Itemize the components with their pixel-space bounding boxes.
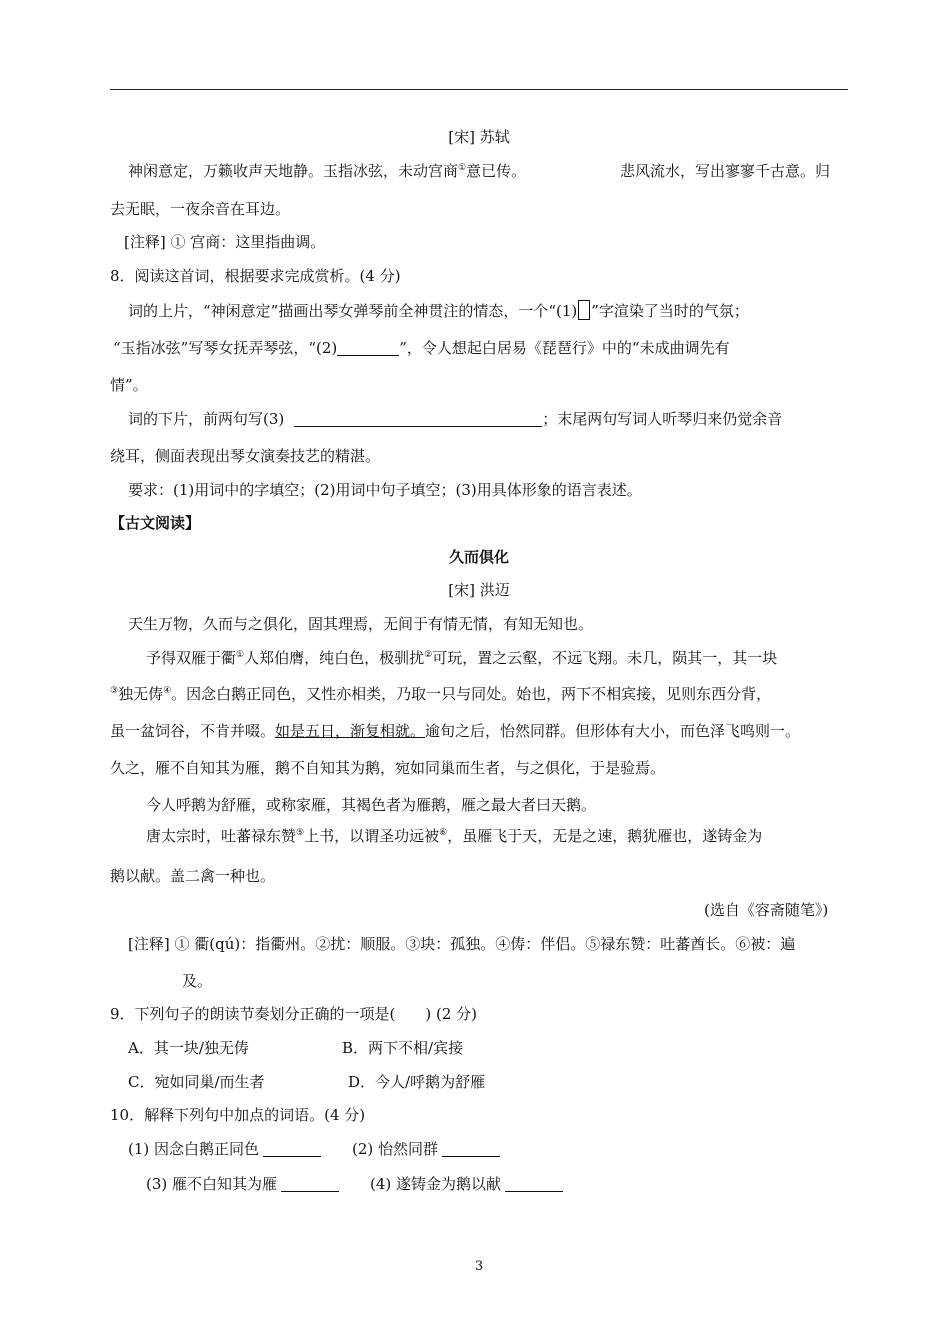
poem-line-1: 神闲意定，万籁收声天地静。玉指冰弦，未动宫商①意已传。 bbox=[128, 162, 527, 180]
underlined-sentence: 如是五日，渐复相就。 bbox=[275, 722, 426, 740]
q8-para-5: 绕耳，侧面表现出琴女演奏技艺的精湛。 bbox=[110, 447, 381, 465]
answer-box-1[interactable] bbox=[578, 300, 590, 320]
page-number: 3 bbox=[474, 1259, 484, 1274]
q8-stem: 8．阅读这首词，根据要求完成赏析。(4 分) bbox=[110, 267, 401, 285]
q9-option-a[interactable]: A．其一块/独无俦 bbox=[128, 1039, 249, 1057]
q10-item-2: (2) 怡然同群 bbox=[352, 1139, 500, 1159]
q10-stem: 10．解释下列句中加点的词语。(4 分) bbox=[110, 1106, 366, 1124]
q9-option-d[interactable]: D．今人/呼鹅为舒雁 bbox=[348, 1073, 486, 1091]
q9-stem: 9．下列句子的朗读节奏划分正确的一项是( ) (2 分) bbox=[110, 1005, 478, 1023]
answer-blank-2[interactable] bbox=[337, 339, 399, 356]
q9-option-c[interactable]: C．宛如同巢/而生者 bbox=[128, 1073, 265, 1091]
q9-option-b[interactable]: B．两下不相/宾接 bbox=[342, 1039, 464, 1057]
passage-source: (选自《容斋随笔》) bbox=[704, 901, 829, 919]
passage-para-2-cont: ③独无俦④。因念白鹅正同色，又性亦相类，乃取一只与同处。始也，两下不相宾接，见则东西分背， bbox=[110, 685, 772, 703]
q10-blank-2[interactable] bbox=[442, 1140, 500, 1157]
q10-blank-1[interactable] bbox=[263, 1140, 321, 1157]
answer-blank-3[interactable] bbox=[294, 410, 542, 427]
poem-line-2: 去无眠，一夜余音在耳边。 bbox=[110, 200, 291, 218]
q10-item-3: (3) 雁不白知其为雁 bbox=[146, 1174, 339, 1194]
article-title: 久而俱化 bbox=[448, 548, 509, 566]
passage-para-1: 天生万物，久而与之俱化，固其理焉，无间于有情无情，有知无知也。 bbox=[128, 615, 594, 633]
passage-para-4: 唐太宗时，吐蕃禄东赞⑤上书，以谓圣功远被⑥，虽雁飞于天，无是之速，鹅犹雁也，遂铸金为 bbox=[146, 827, 763, 845]
q10-blank-3[interactable] bbox=[281, 1175, 339, 1192]
passage-para-4-cont: 鹅以献。盖二禽一种也。 bbox=[110, 867, 276, 885]
header-rule bbox=[110, 89, 848, 90]
q8-para-3: 情”。 bbox=[110, 376, 148, 394]
poem-line-1-right: 悲风流水，写出寥寥千古意。归 bbox=[620, 162, 831, 180]
poem-author: [宋] 苏轼 bbox=[448, 128, 510, 146]
q8-requirement: 要求：(1)用词中的字填空；(2)用词中句子填空；(3)用具体形象的语言表述。 bbox=[128, 481, 642, 499]
article-author: [宋] 洪迈 bbox=[448, 581, 510, 599]
passage-para-2-cont2: 虽一盆饲谷，不肯并啜。如是五日，渐复相就。逾旬之后，怡然同群。但形体有大小，而色泽飞鸣则一。 bbox=[110, 722, 801, 740]
q10-item-4: (4) 遂铸金为鹅以献 bbox=[370, 1174, 563, 1194]
section-label: 【古文阅读】 bbox=[110, 514, 201, 532]
passage-para-3: 今人呼鹅为舒雁，或称家雁，其褐色者为雁鹅，雁之最大者曰天鹅。 bbox=[146, 796, 597, 814]
passage-para-2-cont3: 久之，雁不自知其为雁，鹅不自知其为鹅，宛如同巢而生者，与之俱化，于是验焉。 bbox=[110, 759, 666, 777]
q10-blank-4[interactable] bbox=[505, 1175, 563, 1192]
q8-para-4: 词的下片，前两句写(3) ；末尾两句写词人听琴归来仍觉余音 bbox=[128, 410, 783, 428]
passage-notes: [注释] ① 衢(qú)：指衢州。②扰：顺服。③块：孤独。④俦：伴侣。⑤禄东赞：吐蕃酋长。⑥被：遍 bbox=[128, 935, 796, 953]
q8-para-2: “玉指冰弦”写琴女抚弄琴弦，“(2) ”，令人想起白居易《琵琶行》中的“未成曲调先有 bbox=[113, 339, 730, 357]
q10-item-1: (1) 因念白鹅正同色 bbox=[128, 1139, 321, 1159]
passage-notes-cont: 及。 bbox=[182, 972, 213, 990]
q8-para-1: 词的上片，“神闲意定”描画出琴女弹琴前全神贯注的情态，一个“(1) ”字渲染了当时的气氛； bbox=[128, 302, 749, 320]
passage-para-2: 予得双雁于衢①人郑伯膺，纯白色，极驯扰②可玩，置之云壑，不远飞翔。未几，陨其一，其一块 bbox=[146, 649, 778, 667]
poem-note: [注释] ① 宫商：这里指曲调。 bbox=[124, 233, 326, 251]
